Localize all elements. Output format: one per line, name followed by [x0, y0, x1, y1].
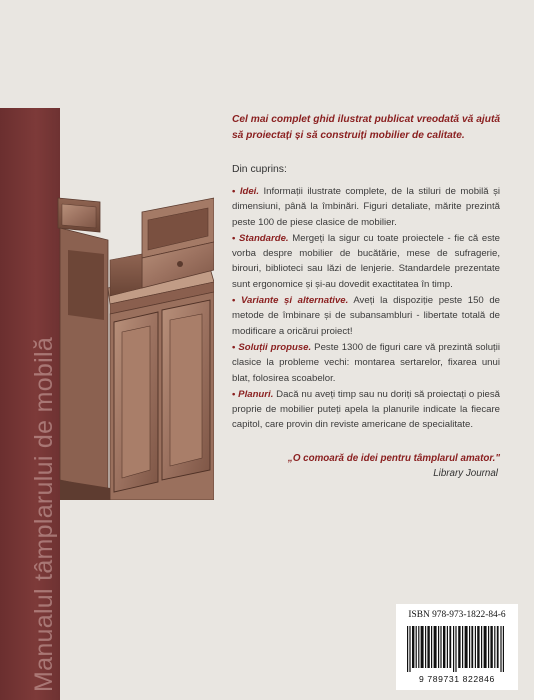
list-item — [232, 387, 500, 433]
item-title: Planuri. — [238, 388, 274, 400]
isbn-label: ISBN 978-973-1822-84-6 — [408, 610, 506, 620]
contents-list — [232, 184, 500, 433]
item-title: Idei. — [239, 186, 260, 197]
spine-title: Manualul tâmplarului de mobilă — [30, 336, 58, 692]
item-title: Soluții propuse. — [238, 341, 312, 353]
item-title: Variante și alternative. — [240, 295, 349, 307]
review-quote: „O comoară de idei pentru tâmplarul amator." — [287, 452, 500, 464]
bullet-icon: • — [232, 388, 236, 400]
barcode-number: 9 789731 822846 — [419, 674, 495, 684]
bullet-icon: • — [232, 186, 236, 197]
barcode-area — [396, 604, 518, 690]
item-text: Peste 1300 de figuri care vă prezintă soluții clasice la probleme vechi: montarea sertarelor, fixarea unui blat, folosirea scoabelor. — [232, 341, 500, 384]
item-title: Standarde. — [239, 232, 289, 244]
bullet-icon: • — [232, 341, 236, 353]
bullet-icon: • — [232, 295, 236, 307]
barcode-icon — [403, 626, 511, 672]
contents-heading: Din cuprins: — [232, 164, 287, 175]
description-text — [232, 112, 500, 481]
item-text: Dacă nu aveți timp sau nu doriți să proiectați o piesă proprie de mobilier puteți apela la planurile indicate la fiecare capitol, care provin din reviste americane de specialitate. — [232, 388, 500, 431]
quote-source: Library Journal — [433, 467, 498, 479]
list-item — [232, 184, 500, 230]
item-text: Informații ilustrate complete, de la stiluri de mobilă și dimensiuni, până la îmbinări. Figuri detaliate, mărite prezintă peste 100 de piese clasice de mobilier. — [232, 186, 501, 228]
item-text: Mergeți la sigur cu toate proiectele - fie că este vorba despre mobilier de bucătărie, mese de sufragerie, birouri, biblioteci sau lăzi de lenjerie. Standardele prezentate sunt ergonomice și și-au dovedit exactitatea în timp. — [232, 232, 500, 290]
list-item — [232, 231, 500, 292]
list-item — [232, 293, 500, 339]
intro-tagline: Cel mai complet ghid ilustrat publicat vreodată vă ajută să proiectați și să construiți mobilier de calitate. — [232, 114, 500, 141]
list-item — [232, 340, 500, 386]
item-text: Aveți la dispoziție peste 150 de metode de îmbinare și de subansambluri - libertate totală de modificare a oricărui proiect! — [232, 295, 500, 337]
cabinet-illustration — [38, 150, 214, 500]
bullet-icon: • — [232, 232, 236, 244]
